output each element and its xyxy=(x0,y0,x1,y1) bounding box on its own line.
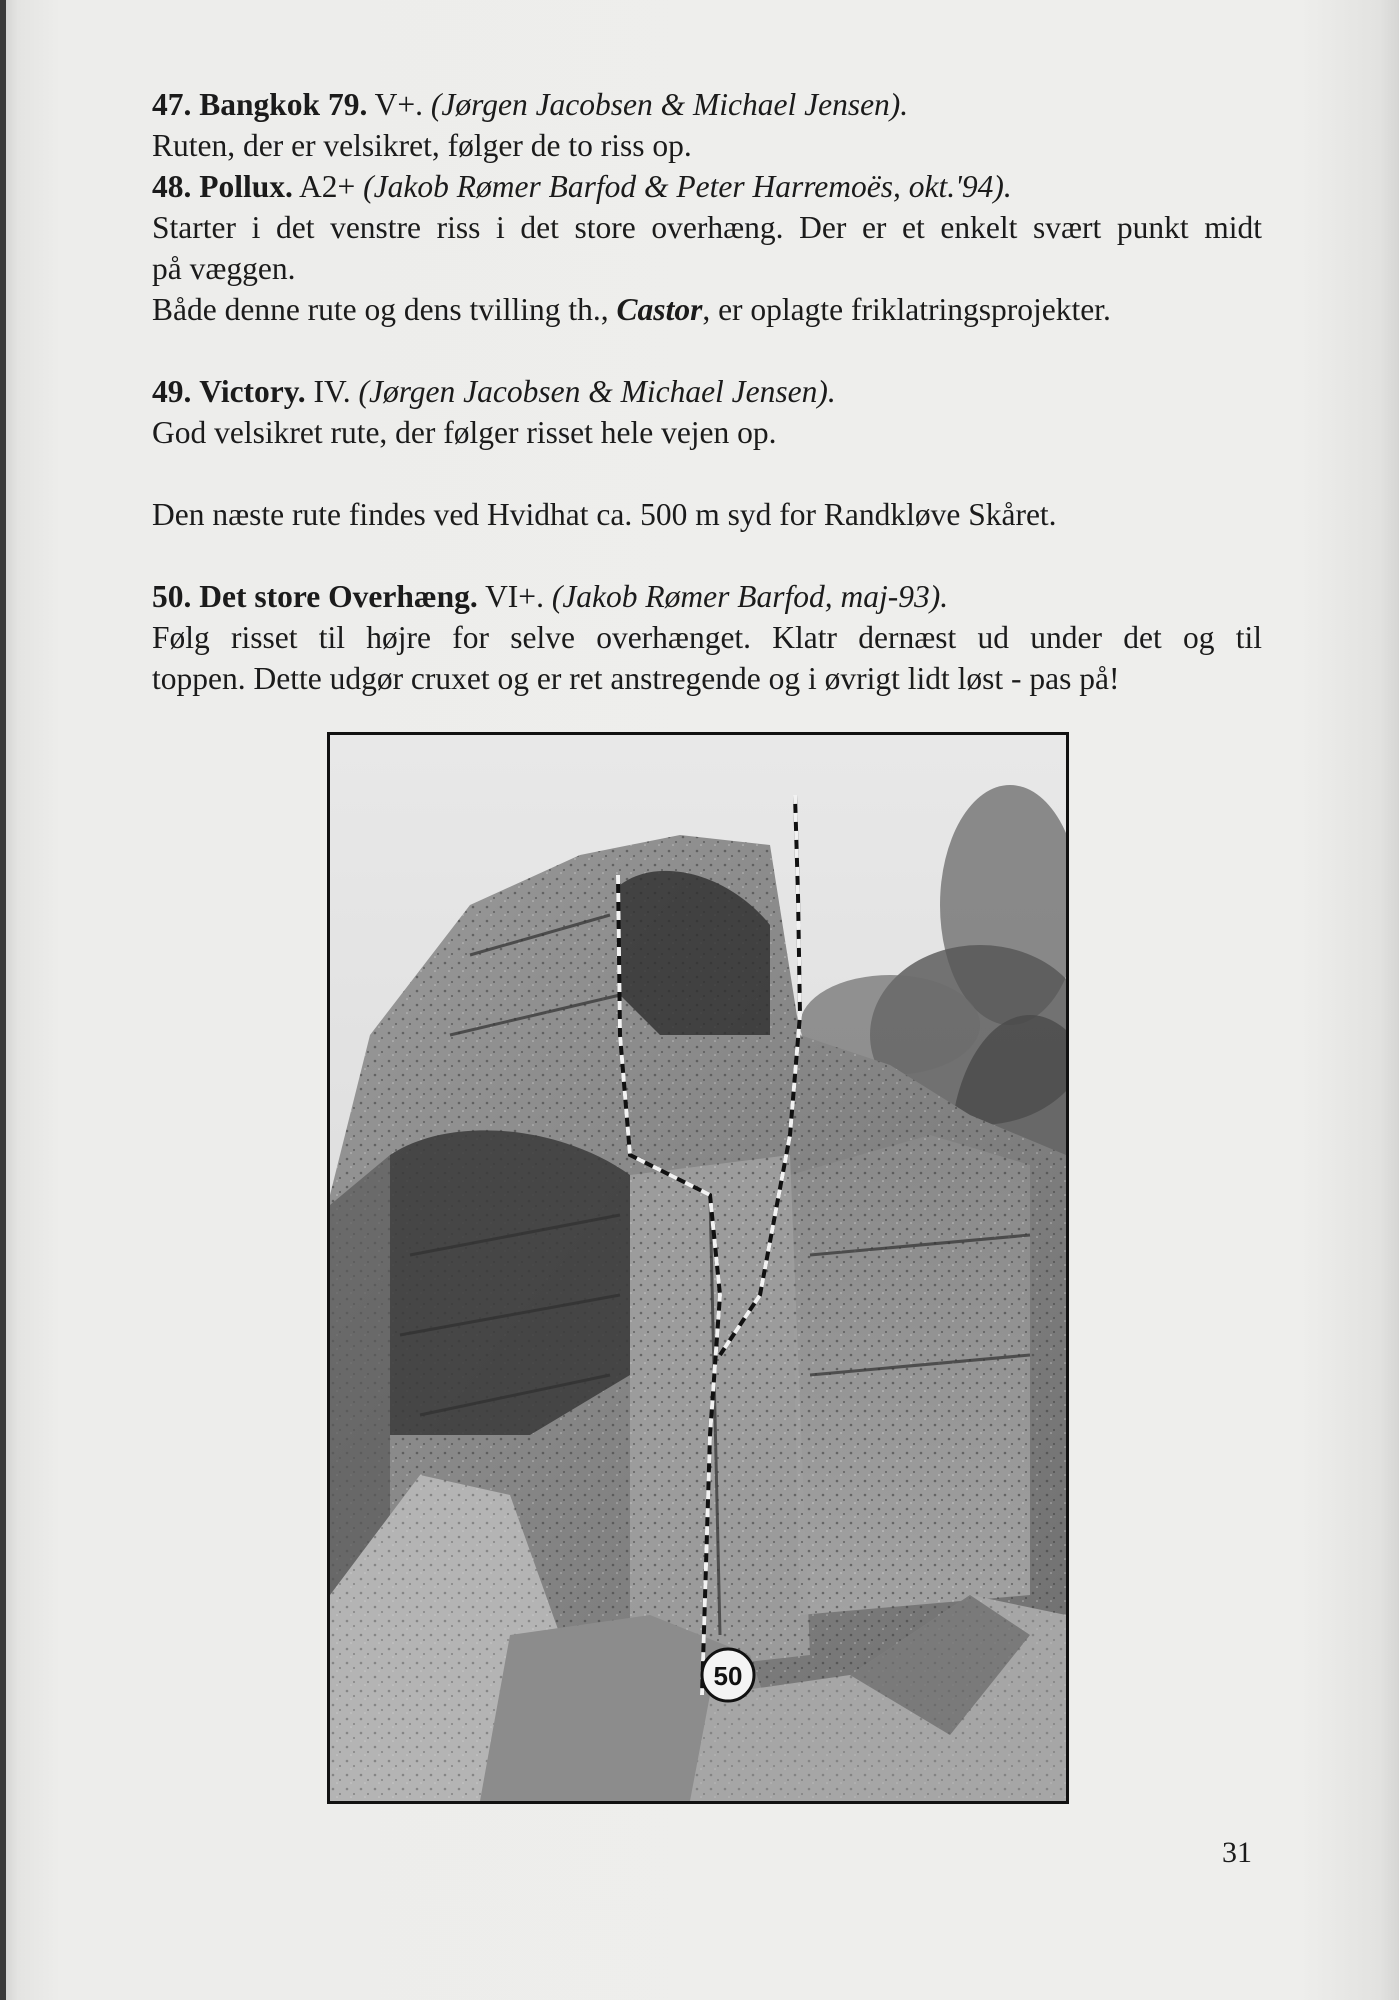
route-49-heading xyxy=(152,371,1262,412)
route-descriptions xyxy=(152,84,1262,699)
crag-photo-illustration xyxy=(330,735,1066,1801)
route-48-authors: (Jakob Rømer Barfod & Peter Harremoës, okt.'94). xyxy=(363,169,1012,204)
route-47-description: Ruten, der er velsikret, følger de to riss op. xyxy=(152,128,692,163)
route-50-name: Det store Overhæng. xyxy=(199,579,478,614)
route-50-marker-label: 50 xyxy=(713,1661,743,1691)
route-50-description-line-1: Følg risset til højre for selve overhænget. Klatr dernæst ud under det og til xyxy=(152,620,1262,655)
route-50-heading xyxy=(152,576,1262,617)
route-49-number: 49. xyxy=(152,374,192,409)
route-47-authors: (Jørgen Jacobsen & Michael Jensen). xyxy=(430,87,909,122)
page-binding-edge xyxy=(0,0,6,2000)
route-47-heading xyxy=(152,84,1262,125)
route-50-authors: (Jakob Rømer Barfod, maj-93). xyxy=(551,579,949,614)
castor-note-before: Både denne rute og dens tvilling th., xyxy=(152,292,609,327)
crag-photo xyxy=(327,732,1069,1804)
castor-note-after: , er oplagte friklatringsprojekter. xyxy=(702,292,1111,327)
route-48-description-line-2: på væggen. xyxy=(152,251,296,286)
route-50-description-line-2: toppen. Dette udgør cruxet og er ret anstregende og i øvrigt lidt løst - pas på! xyxy=(152,661,1120,696)
route-47-name: Bangkok 79. xyxy=(199,87,368,122)
page-number: 31 xyxy=(1222,1836,1252,1869)
route-50-grade: VI+. xyxy=(485,579,544,614)
route-47-grade: V+. xyxy=(374,87,424,122)
route-48-grade: A2+ xyxy=(299,169,356,204)
route-48-heading xyxy=(152,166,1262,207)
route-50-number: 50. xyxy=(152,579,192,614)
location-note: Den næste rute findes ved Hvidhat ca. 500 m syd for Randkløve Skåret. xyxy=(152,497,1057,532)
route-48-castor-note xyxy=(152,289,1262,330)
route-49-name: Victory. xyxy=(199,374,306,409)
route-48-description-line-1: Starter i det venstre riss i det store overhæng. Der er et enkelt svært punkt midt xyxy=(152,210,1262,245)
route-48-name: Pollux. xyxy=(199,169,293,204)
route-49-grade: IV. xyxy=(313,374,351,409)
route-48-number: 48. xyxy=(152,169,192,204)
route-49-description: God velsikret rute, der følger risset hele vejen op. xyxy=(152,415,777,450)
castor-route-name: Castor xyxy=(616,292,703,327)
route-47-number: 47. xyxy=(152,87,192,122)
route-50-marker xyxy=(702,1649,754,1701)
route-49-authors: (Jørgen Jacobsen & Michael Jensen). xyxy=(358,374,836,409)
